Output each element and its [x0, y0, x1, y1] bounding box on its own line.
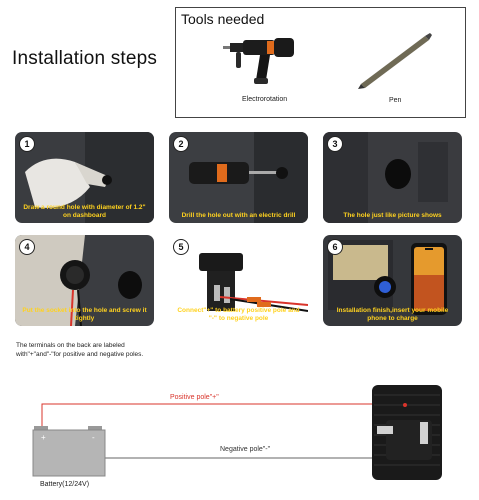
step-caption-1: Draw a round hole with diameter of 1.2" on dashboard [23, 204, 146, 219]
step-number-2: 2 [173, 136, 189, 152]
negative-pole-label: Negative pole"-" [220, 446, 271, 453]
step-number-5: 5 [173, 239, 189, 255]
step-card-1 [15, 132, 154, 223]
positive-pole-label: Positive pole"+" [170, 394, 219, 401]
socket-back-icon [372, 385, 442, 480]
page-title: Installation steps [12, 48, 158, 69]
step-number-4: 4 [19, 239, 35, 255]
step-card-3 [323, 132, 462, 223]
negative-wire [95, 430, 394, 458]
step-card-4 [15, 235, 154, 326]
battery-label: Battery(12/24V) [40, 481, 90, 488]
step-card-5 [169, 235, 308, 326]
step-caption-6: Installation finish,insert your mobile phone to charge [336, 307, 449, 322]
tools-heading: Tools needed [181, 11, 265, 27]
svg-text:-: - [92, 433, 95, 442]
terminals-note-line2: with"+"and"-"for positive and negative poles. [16, 351, 144, 358]
step-3-photo [323, 132, 462, 223]
step-card-2 [169, 132, 308, 223]
pen-icon [355, 30, 435, 90]
step-caption-3: The hole just like picture shows [343, 211, 442, 219]
step-caption-2: Drill the hole out with an electric drill [181, 211, 296, 219]
step-caption-5: Connect"+" to battery positive pole and "-" to negative pole [177, 307, 300, 322]
step-number-1: 1 [19, 136, 35, 152]
tool-label-pen: Pen [389, 97, 402, 104]
step-2-photo [169, 132, 308, 223]
battery-icon [33, 426, 105, 476]
svg-text:+: + [41, 433, 46, 442]
terminals-note [16, 341, 143, 359]
step-caption-4: Put the socket into the hole and screw it tightly [22, 307, 147, 322]
step-number-6: 6 [327, 239, 343, 255]
tool-label-electrorotation: Electrorotation [242, 96, 288, 103]
drill-icon [220, 30, 300, 88]
terminals-note-line1: The terminals on the back are labeled [16, 342, 125, 349]
step-number-3: 3 [327, 136, 343, 152]
step-card-6 [323, 235, 462, 326]
